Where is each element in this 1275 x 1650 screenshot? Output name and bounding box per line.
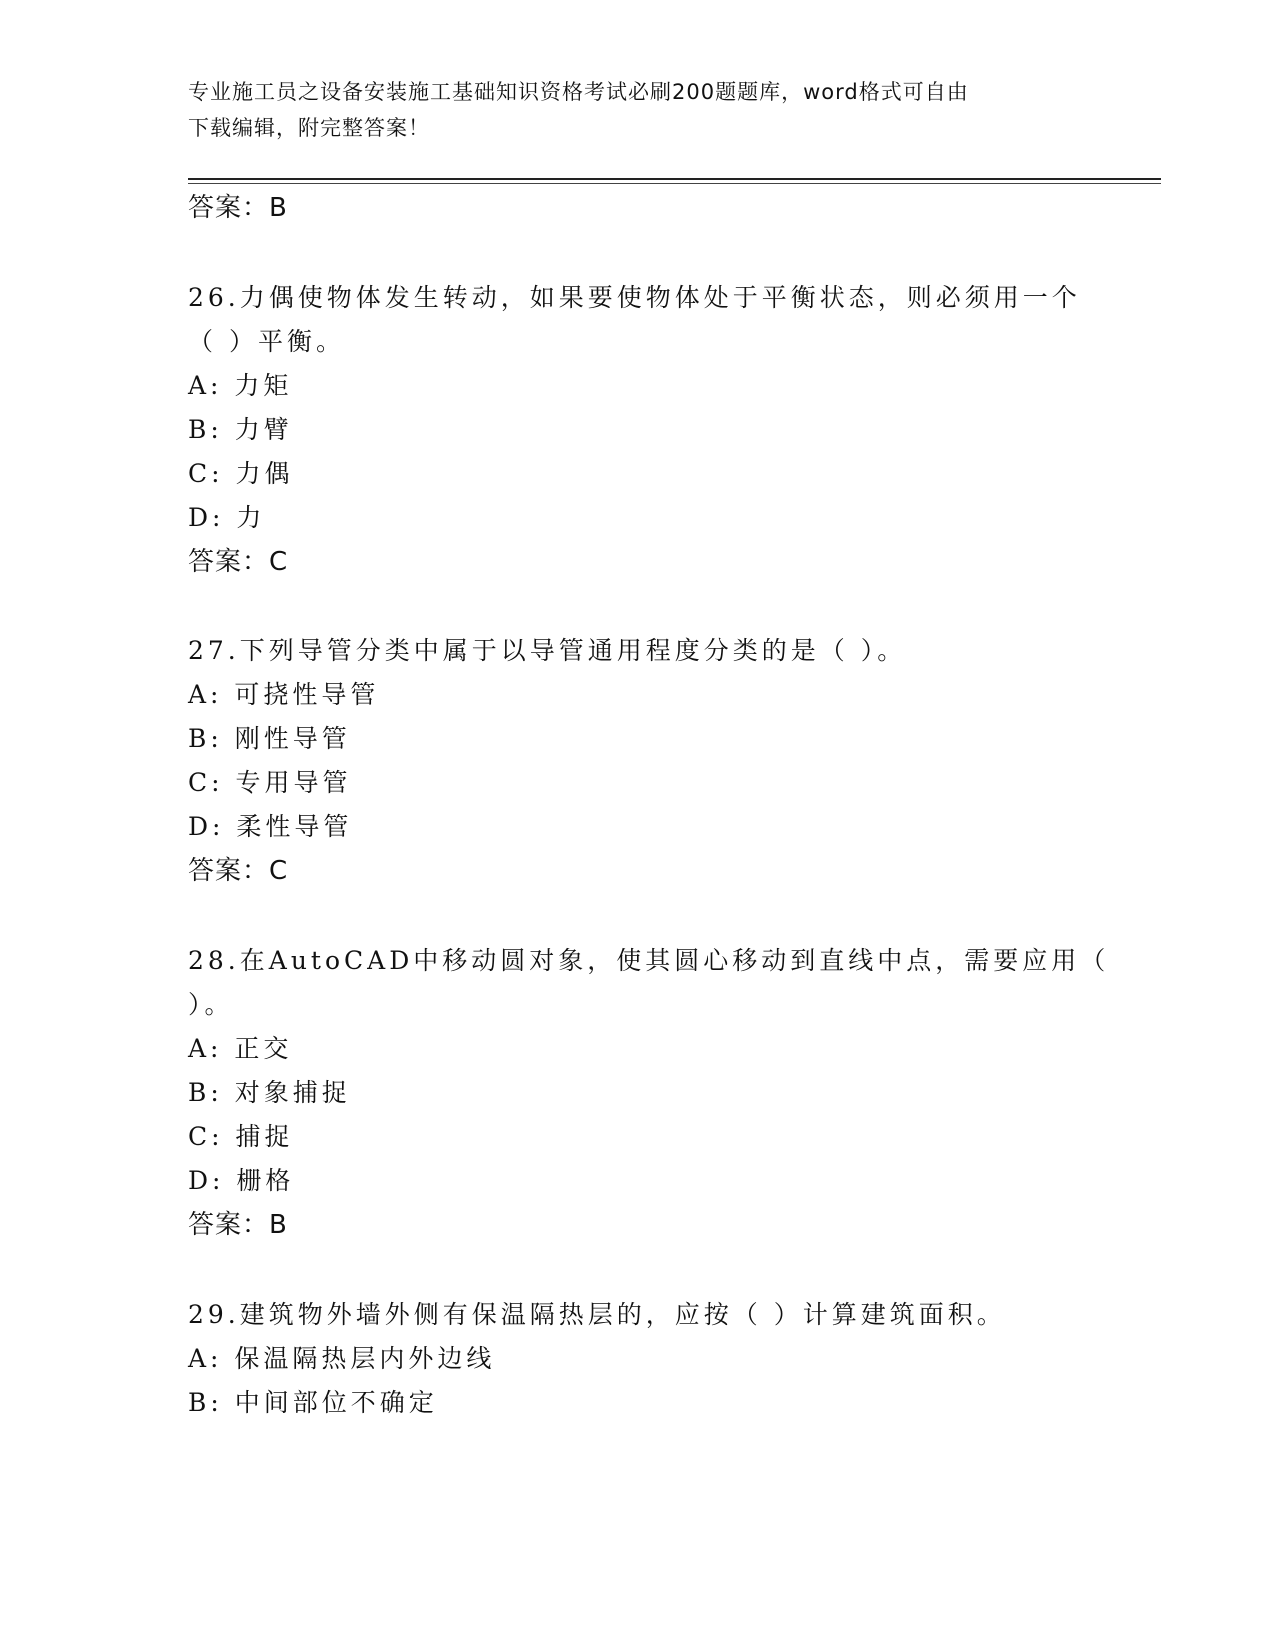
question-26-option-b: B: 力臂 bbox=[188, 415, 293, 444]
question-27-option-b: B: 刚性导管 bbox=[188, 724, 351, 753]
question-29-stem-line-1: 29.建筑物外墙外侧有保温隔热层的，应按（ ）计算建筑面积。 bbox=[188, 1300, 1006, 1329]
header-divider-top bbox=[188, 178, 1161, 180]
question-27-option-d: D: 柔性导管 bbox=[188, 812, 353, 841]
question-28-option-c: C: 捕捉 bbox=[188, 1122, 294, 1151]
question-28-option-a: A: 正交 bbox=[188, 1034, 293, 1063]
question-26-option-c: C: 力偶 bbox=[188, 459, 294, 488]
previous-answer: 答案：B bbox=[188, 193, 288, 223]
question-26-stem-line-1: 26.力偶使物体发生转动，如果要使物体处于平衡状态，则必须用一个 bbox=[188, 283, 1081, 312]
question-27-answer: 答案：C bbox=[188, 856, 289, 886]
document-header bbox=[188, 74, 1088, 146]
question-26-answer: 答案：C bbox=[188, 547, 289, 577]
header-line-1: 专业施工员之设备安装施工基础知识资格考试必刷200题题库，word格式可自由 bbox=[188, 80, 969, 104]
header-line-2: 下载编辑，附完整答案！ bbox=[188, 116, 430, 140]
header-divider-bottom bbox=[188, 183, 1161, 184]
question-27-option-c: C: 专用导管 bbox=[188, 768, 352, 797]
question-28-option-b: B: 对象捕捉 bbox=[188, 1078, 351, 1107]
question-29-option-a: A: 保温隔热层内外边线 bbox=[188, 1344, 496, 1373]
question-28-option-d: D: 栅格 bbox=[188, 1166, 295, 1195]
question-27-option-a: A: 可挠性导管 bbox=[188, 680, 380, 709]
question-28-stem-line-1: 28.在AutoCAD中移动圆对象，使其圆心移动到直线中点，需要应用（ bbox=[188, 946, 1110, 975]
question-26-option-d: D: 力 bbox=[188, 503, 266, 532]
question-26-option-a: A: 力矩 bbox=[188, 371, 293, 400]
question-26-stem-line-2: （ ）平衡。 bbox=[188, 327, 345, 356]
question-28-answer: 答案：B bbox=[188, 1210, 288, 1240]
question-27-stem-line-1: 27.下列导管分类中属于以导管通用程度分类的是（ ）。 bbox=[188, 636, 907, 665]
question-28-stem-line-2: ）。 bbox=[188, 990, 234, 1019]
question-29-option-b: B: 中间部位不确定 bbox=[188, 1388, 438, 1417]
